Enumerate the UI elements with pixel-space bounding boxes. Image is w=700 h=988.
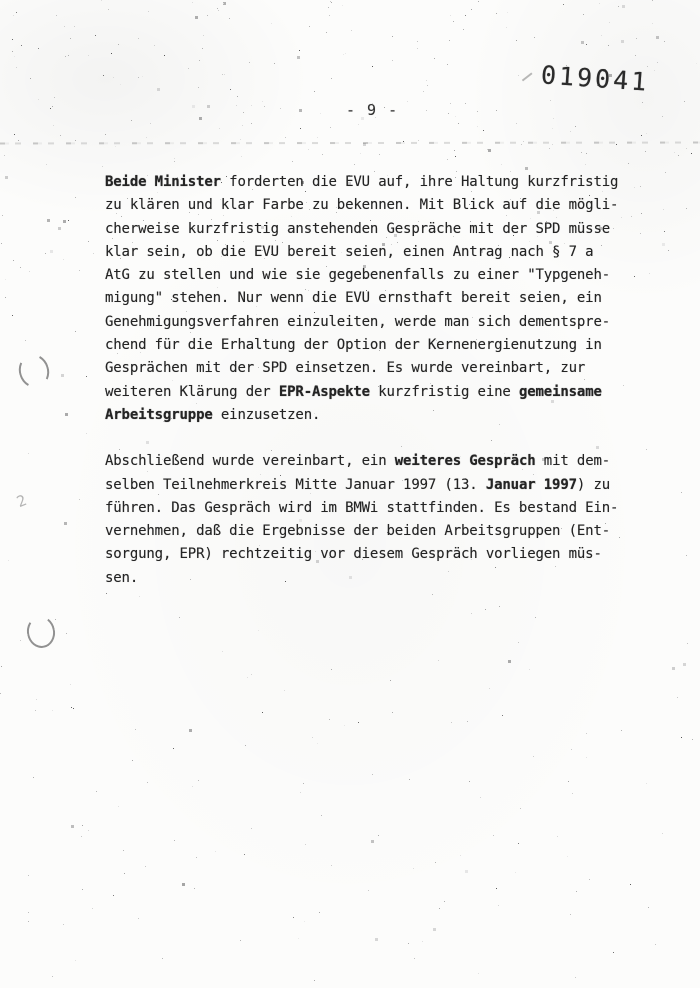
text-line: migung" stehen. Nur wenn die EVU ernsthaft bereit seien, ein — [105, 290, 602, 307]
pen-tick-mark — [522, 72, 532, 81]
text-line: cherweise kurzfristig anstehenden Gespräche mit der SPD müsse — [105, 220, 611, 237]
text-line: chend für die Erhaltung der Option der Kernenergienutzung in — [105, 337, 602, 354]
scan-noise-dark-speckles — [0, 0, 1, 1]
text-line: zu klären und klar Farbe zu bekennen. Mit Blick auf die mögli- — [105, 197, 619, 214]
scan-noise-speckles — [0, 0, 1, 1]
hole-punch-mark-lower — [24, 614, 57, 650]
paragraph — [105, 450, 635, 590]
text-line: führen. Das Gespräch wird im BMWi stattfinden. Es bestand Ein- — [105, 499, 619, 516]
text-line: AtG zu stellen und wie sie gegebenenfalls zu einer "Typgeneh- — [105, 267, 611, 284]
text-line: Beide Minister forderten die EVU auf, ihre Haltung kurzfristig — [105, 174, 619, 190]
text-line: sorgung, EPR) rechtzeitig vor diesem Gespräch vorliegen müs- — [105, 546, 602, 563]
text-line: sen. — [105, 569, 139, 586]
text-line: Genehmigungsverfahren einzuleiten, werde man sich dementspre- — [105, 313, 611, 330]
text-line: vernehmen, daß die Ergebnisse der beiden Arbeitsgruppen (Ent- — [105, 523, 611, 540]
scan-artifact-line — [0, 142, 700, 145]
text-line: Abschließend wurde vereinbart, ein weiteres Gespräch mit dem- — [105, 453, 611, 470]
hole-punch-mark-upper — [14, 350, 53, 392]
text-line: klar sein, ob die EVU bereit seien, einen Antrag nach § 7 a — [105, 243, 594, 260]
document-stamp-number: 019041 — [540, 60, 651, 97]
text-line: weiteren Klärung der EPR-Aspekte kurzfristig eine gemeinsame — [105, 383, 602, 400]
document-body — [105, 171, 635, 590]
margin-scribble: 2 — [13, 490, 30, 512]
paragraph — [105, 171, 635, 427]
text-line: selben Teilnehmerkreis Mitte Januar 1997 (13. Januar 1997) zu — [105, 476, 611, 493]
text-line: Gesprächen mit der SPD einsetzen. Es wurde vereinbart, zur — [105, 360, 586, 377]
text-line: Arbeitsgruppe einzusetzen. — [105, 406, 321, 423]
page-number: - 9 - — [346, 101, 399, 119]
